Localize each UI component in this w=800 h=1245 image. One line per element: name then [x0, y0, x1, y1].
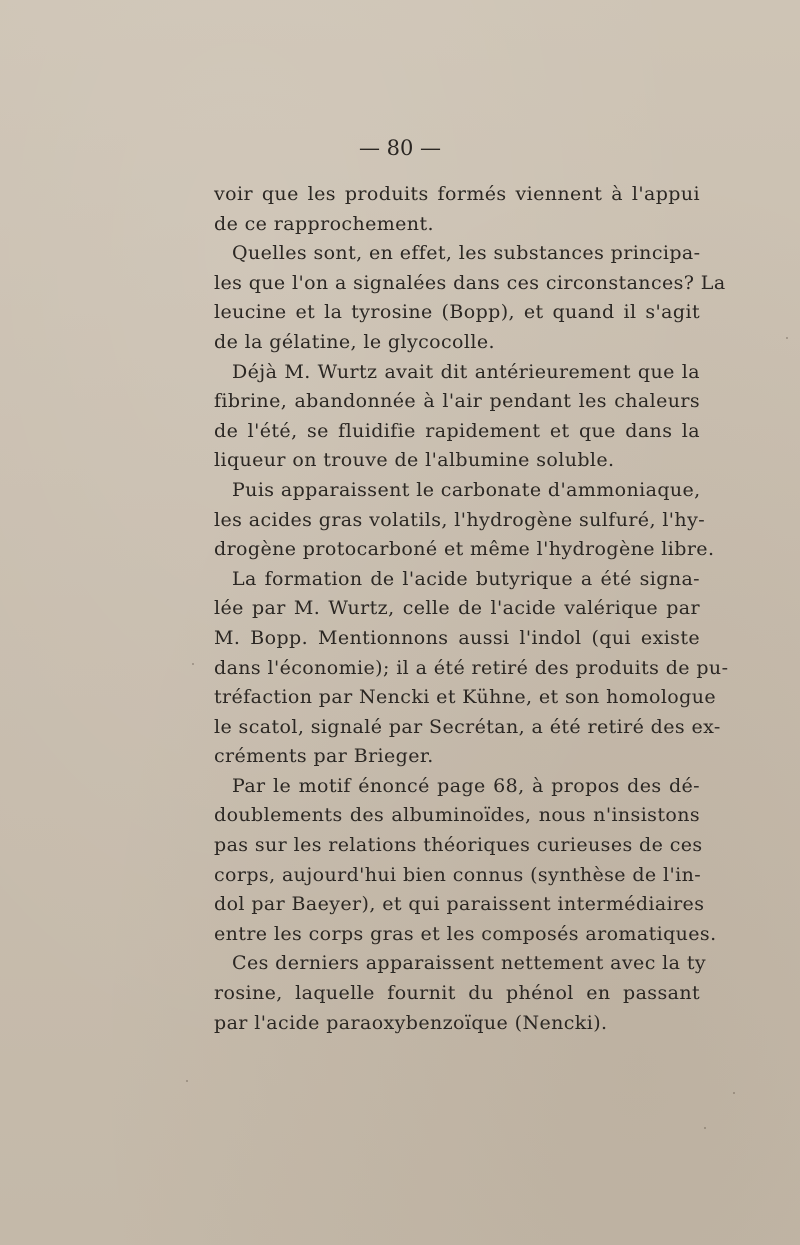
paper-speck	[186, 1080, 188, 1082]
page-number: — 80 —	[358, 136, 442, 160]
text-line: entre les corps gras et les composés aromatiques.	[214, 922, 717, 945]
text-line: créments par Brieger.	[214, 745, 434, 768]
text-line: Par le motif énoncé page 68, à propos des dé-	[232, 774, 700, 797]
text-line: leucine et la tyrosine (Bopp), et quand il s'agit	[214, 301, 700, 324]
text-line: de ce rapprochement.	[214, 212, 434, 235]
text-line: de la gélatine, le glycocolle.	[214, 330, 495, 353]
text-line: doublements des albuminoïdes, nous n'insistons	[214, 804, 700, 827]
text-line: drogène protocarboné et même l'hydrogène libre.	[214, 538, 715, 561]
text-line: les acides gras volatils, l'hydrogène sulfuré, l'hy-	[214, 508, 706, 531]
text-line: pas sur les relations théoriques curieuses de ces	[214, 834, 703, 857]
paper-speck	[786, 337, 788, 339]
paper-speck	[704, 1127, 706, 1129]
text-line: les que l'on a signalées dans ces circonstances? La	[214, 271, 726, 294]
text-line: tréfaction par Nencki et Kühne, et son homologue	[214, 686, 716, 709]
text-line: le scatol, signalé par Secrétan, a été retiré des ex-	[214, 715, 721, 738]
text-line: liqueur on trouve de l'albumine soluble.	[214, 449, 615, 472]
text-line: corps, aujourd'hui bien connus (synthèse de l'in-	[214, 863, 702, 886]
text-line: dans l'économie); il a été retiré des produits de pu-	[214, 656, 729, 679]
text-line: M. Bopp. Mentionnons aussi l'indol (qui existe	[214, 626, 700, 649]
text-line: Puis apparaissent le carbonate d'ammoniaque,	[232, 478, 701, 501]
paper-speck	[733, 1092, 735, 1094]
text-line: fibrine, abandonnée à l'air pendant les chaleurs	[214, 390, 700, 413]
text-line: Quelles sont, en effet, les substances principa-	[232, 242, 701, 265]
body-text	[214, 180, 729, 1038]
text-line: Ces derniers apparaissent nettement avec la ty	[232, 952, 706, 975]
text-line: de l'été, se fluidifie rapidement et que dans la	[214, 419, 700, 442]
text-line: voir que les produits formés viennent à l'appui	[214, 183, 700, 205]
text-line: La formation de l'acide butyrique a été signa-	[232, 567, 700, 590]
text-line: rosine, laquelle fournit du phénol en passant	[214, 982, 700, 1005]
text-line: Déjà M. Wurtz avait dit antérieurement que la	[232, 360, 700, 383]
text-line: dol par Baeyer), et qui paraissent intermédiaires	[214, 893, 705, 916]
paper-speck	[192, 663, 194, 665]
text-line: par l'acide paraoxybenzoïque (Nencki).	[214, 1011, 608, 1034]
text-line: lée par M. Wurtz, celle de l'acide valérique par	[214, 597, 700, 620]
